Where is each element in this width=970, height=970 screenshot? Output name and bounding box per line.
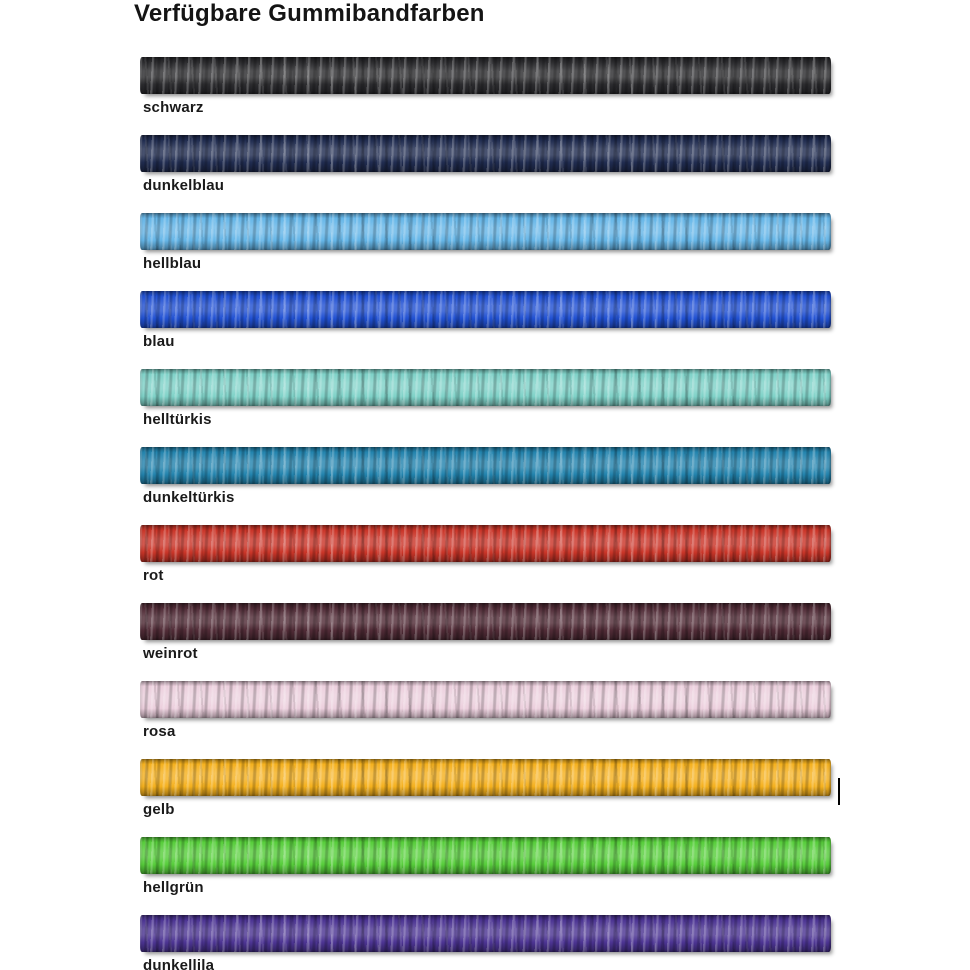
band-image: [140, 759, 831, 796]
band-row: [140, 525, 831, 603]
band-row: [140, 369, 831, 447]
band-label: blau: [143, 333, 175, 350]
band-row: [140, 57, 831, 135]
band-label: rot: [143, 567, 164, 584]
band-row: [140, 915, 831, 970]
band-image: [140, 525, 831, 562]
band-image: [140, 135, 831, 172]
band-row: [140, 291, 831, 369]
band-row: [140, 603, 831, 681]
band-image: [140, 57, 831, 94]
band-list: [140, 57, 831, 970]
band-label: gelb: [143, 801, 175, 818]
band-label: dunkeltürkis: [143, 489, 235, 506]
band-row: [140, 681, 831, 759]
band-row: [140, 135, 831, 213]
band-row: [140, 447, 831, 525]
band-image: [140, 837, 831, 874]
band-image: [140, 291, 831, 328]
band-row: [140, 837, 831, 915]
band-row: [140, 213, 831, 291]
band-row: [140, 759, 831, 837]
band-image: [140, 447, 831, 484]
band-label: schwarz: [143, 99, 204, 116]
page-title: Verfügbare Gummibandfarben: [134, 0, 485, 27]
band-label: dunkellila: [143, 957, 215, 970]
band-label: weinrot: [143, 645, 198, 662]
cursor-line-artifact: [838, 778, 840, 805]
band-image: [140, 603, 831, 640]
band-image: [140, 915, 831, 952]
band-label: hellblau: [143, 255, 202, 272]
band-label: dunkelblau: [143, 177, 225, 194]
band-image: [140, 213, 831, 250]
band-label: hellgrün: [143, 879, 204, 896]
band-label: rosa: [143, 723, 176, 740]
band-label: helltürkis: [143, 411, 212, 428]
band-image: [140, 681, 831, 718]
band-image: [140, 369, 831, 406]
